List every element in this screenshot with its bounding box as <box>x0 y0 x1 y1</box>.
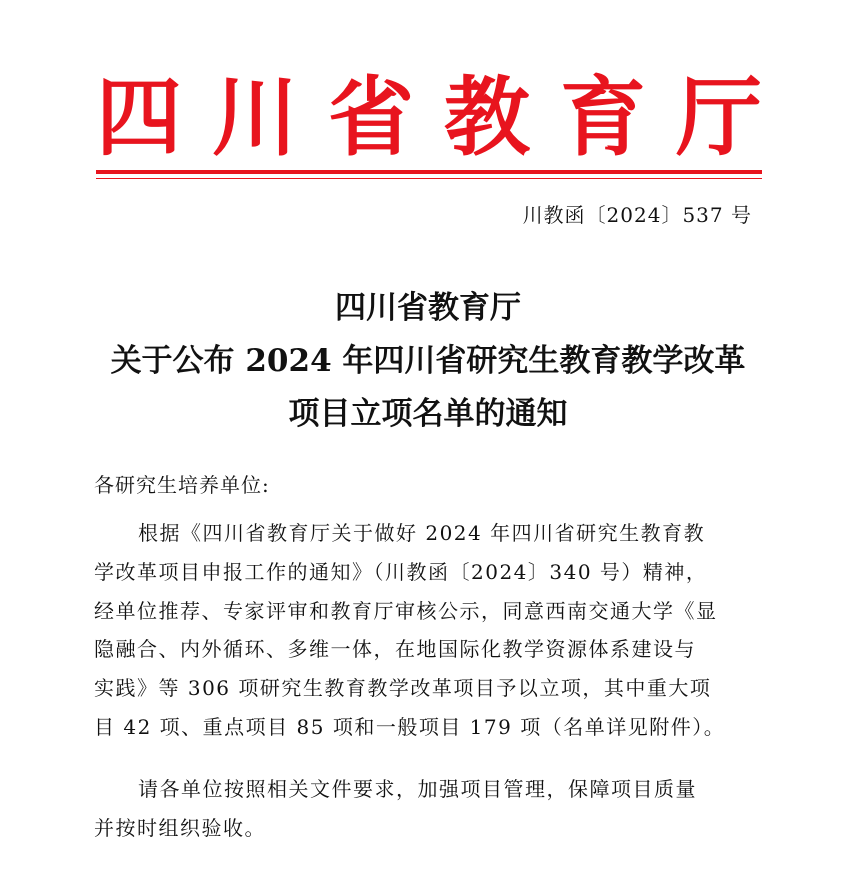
title-line: 四川省教育厅 <box>335 290 521 326</box>
header-red-rule-thin <box>96 178 762 179</box>
paragraph-line: 目 42 项、重点项目 85 项和一般项目 179 项（名单详见附件）。 <box>94 714 726 739</box>
title-line: 项目立项名单的通知 <box>288 396 568 432</box>
header-red-rule-thick <box>96 170 762 174</box>
title-line: 关于公布 2024 年四川省研究生教育教学改革 <box>110 343 746 379</box>
agency-name-char: 育 <box>560 67 646 168</box>
paragraph-line: 根据《四川省教育厅关于做好 2024 年四川省研究生教育教 <box>138 521 706 545</box>
paragraph-line: 请各单位按照相关文件要求，加强项目管理，保障项目质量 <box>138 777 697 801</box>
salutation: 各研究生培养单位: <box>94 473 270 497</box>
agency-name-char: 省 <box>328 67 414 168</box>
body-paragraph-1 <box>94 514 760 747</box>
paragraph-line: 隐融合、内外循环、多维一体，在地国际化教学资源体系建设与 <box>94 637 696 662</box>
agency-name-char: 川 <box>212 67 298 168</box>
agency-name-char: 四 <box>96 67 182 168</box>
paragraph-line: 实践》等 306 项研究生教育教学改革项目予以立项，其中重大项 <box>94 676 712 701</box>
document-title <box>60 282 796 441</box>
agency-name-char: 厅 <box>676 67 762 168</box>
paragraph-line: 学改革项目申报工作的通知》（川教函〔2024〕340 号）精神， <box>94 559 708 584</box>
agency-header <box>96 68 762 168</box>
document-number: 川教函〔2024〕537 号 <box>522 203 752 227</box>
paragraph-line: 经单位推荐、专家评审和教育厅审核公示，同意西南交通大学《显 <box>94 598 718 623</box>
paragraph-line: 并按时组织验收。 <box>94 815 266 840</box>
body-paragraph-2 <box>94 770 760 848</box>
agency-name-char: 教 <box>444 67 530 168</box>
